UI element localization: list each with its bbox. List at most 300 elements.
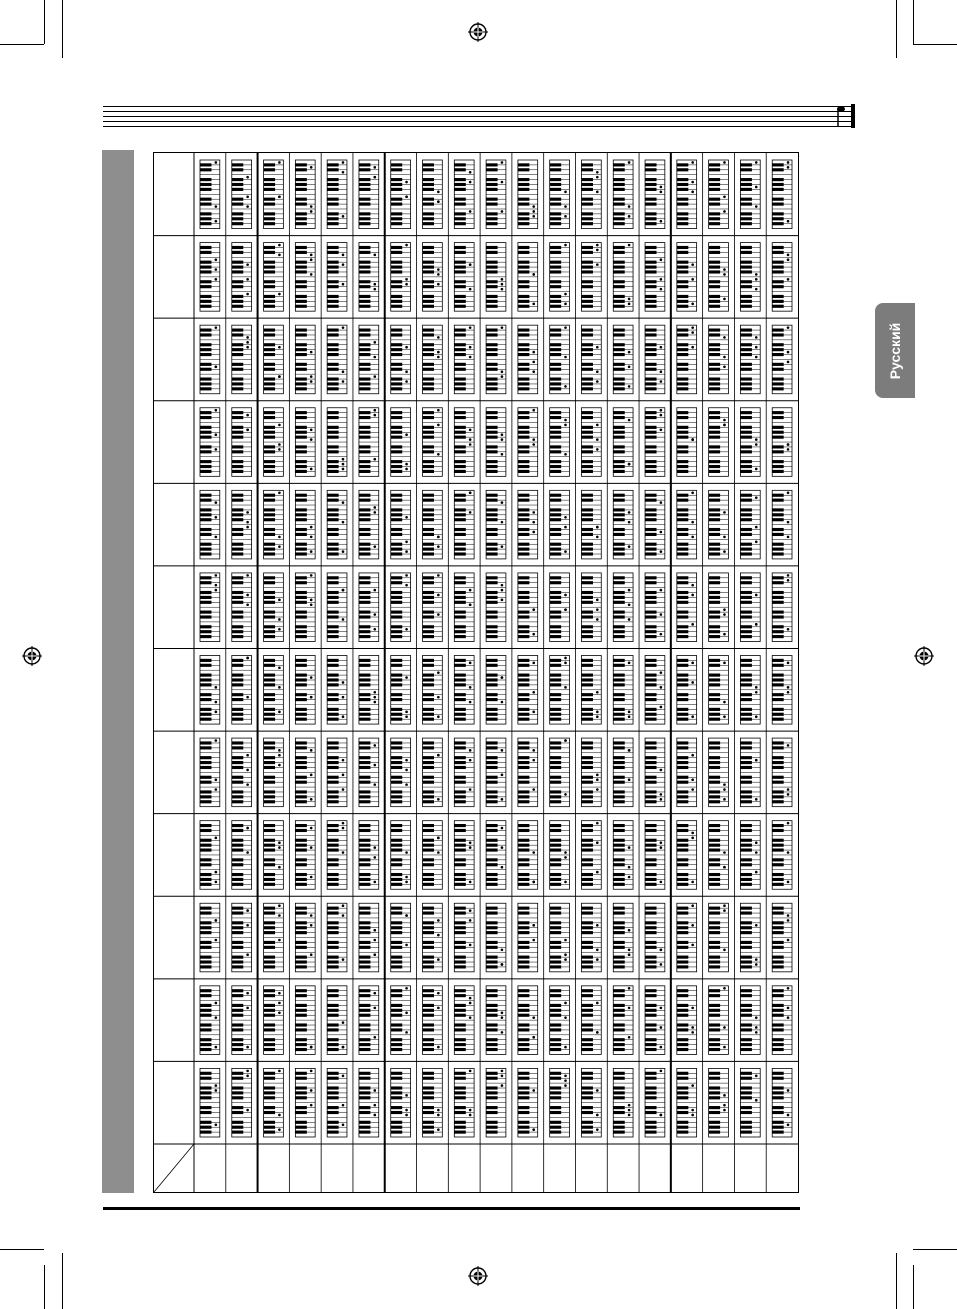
black-key [645,198,656,201]
black-key [518,377,529,380]
black-key [677,630,688,633]
black-key [232,470,243,473]
black-key [645,713,656,716]
black-key [454,363,465,366]
black-key [709,470,720,473]
black-key [550,217,561,220]
black-key [232,698,243,701]
black-key [423,163,434,166]
black-key [550,878,561,881]
black-key [264,863,275,866]
black-key [359,305,370,308]
black-key [264,746,275,749]
black-key [518,581,529,584]
black-key [709,776,720,779]
black-key [295,956,306,959]
black-key [486,460,497,463]
black-key [327,790,338,793]
black-key [581,348,592,351]
black-key [454,280,465,283]
note-dot [691,346,694,349]
black-key [295,776,306,779]
black-key [709,513,720,516]
black-key [359,931,370,934]
note-dot [564,851,567,854]
black-key [200,246,211,249]
note-dot [787,691,790,694]
black-key [550,611,561,614]
note-dot [787,686,790,689]
black-key [454,863,465,866]
black-key [454,246,465,249]
black-key [295,508,306,511]
note-dot [437,545,440,548]
black-key [581,552,592,555]
black-key [454,635,465,638]
note-dot [532,924,535,927]
note-dot [469,491,472,494]
black-key [423,217,434,220]
note-dot [215,686,218,689]
black-key [518,674,529,677]
black-key [518,470,529,473]
note-dot [310,696,313,699]
black-key [295,222,306,225]
note-dot [278,443,281,446]
note-dot [755,623,758,626]
black-key [581,761,592,764]
black-key [391,746,402,749]
black-key [550,353,561,356]
black-key [295,445,306,448]
note-dot [501,210,504,213]
black-key [200,746,211,749]
note-dot [278,939,281,942]
black-key [295,907,306,910]
black-key [359,596,370,599]
black-key [550,781,561,784]
black-key [454,873,465,876]
black-key [454,713,465,716]
black-key [709,348,720,351]
black-key [677,348,688,351]
black-key [772,348,783,351]
black-key [232,781,243,784]
note-dot [564,516,567,519]
note-dot [755,336,758,339]
black-key [295,548,306,551]
black-key [295,941,306,944]
black-key [709,576,720,579]
black-key [200,683,211,686]
black-key [581,790,592,793]
black-key [709,280,720,283]
note-dot [373,953,376,956]
note-dot [787,220,790,223]
note-dot [660,380,663,383]
black-key [232,528,243,531]
note-dot [691,263,694,266]
black-key [200,212,211,215]
black-key [359,246,370,249]
black-key [645,261,656,264]
black-key [613,844,624,847]
black-key [613,450,624,453]
black-key [200,596,211,599]
black-key [613,494,624,497]
black-key [264,387,275,390]
black-key [613,285,624,288]
black-key [550,499,561,502]
black-key [709,285,720,288]
black-key [264,741,275,744]
black-key [740,766,751,769]
black-key [232,839,243,842]
black-key [327,931,338,934]
black-key [550,858,561,861]
black-key [613,261,624,264]
note-dot [405,516,408,519]
black-key [518,941,529,944]
black-key [232,168,243,171]
black-key [613,581,624,584]
black-key [677,494,688,497]
black-key [200,183,211,186]
note-dot [246,293,249,296]
black-key [486,528,497,531]
black-key [709,333,720,336]
black-key [295,387,306,390]
note-dot [342,468,345,471]
black-key [423,965,434,968]
note-dot [246,341,249,344]
note-dot [278,866,281,869]
black-key [454,217,465,220]
note-dot [501,521,504,524]
black-key [232,601,243,604]
black-key [200,921,211,924]
black-key [486,494,497,497]
black-key [581,416,592,419]
black-key [772,848,783,851]
black-key [613,343,624,346]
black-key [645,552,656,555]
black-key [518,188,529,191]
black-key [709,829,720,832]
note-dot [437,200,440,203]
crop-mark-tr-v [913,0,914,44]
note-dot [437,671,440,674]
black-key [264,664,275,667]
crop-mark-br-v2 [896,1253,897,1309]
note-dot [755,288,758,291]
black-key [550,761,561,764]
black-key [740,800,751,803]
black-key [486,596,497,599]
black-key [772,591,783,594]
note-dot [628,711,631,714]
note-dot [596,438,599,441]
black-key [645,776,656,779]
black-key [391,858,402,861]
black-key [264,295,275,298]
note-dot [437,837,440,840]
black-key [359,280,370,283]
black-key [550,270,561,273]
black-key [327,615,338,618]
black-key [295,163,306,166]
black-key [200,411,211,414]
black-key [359,163,370,166]
black-key [709,839,720,842]
black-key [327,343,338,346]
black-key [486,450,497,453]
black-key [709,163,720,166]
black-key [613,776,624,779]
note-dot [215,220,218,223]
black-key [359,382,370,385]
black-key [645,625,656,628]
black-key [359,911,370,914]
black-key [613,576,624,579]
black-key [232,659,243,662]
note-dot [501,749,504,752]
black-key [772,776,783,779]
note-dot [723,550,726,553]
black-key [391,766,402,769]
note-dot [342,759,345,762]
black-key [295,883,306,886]
note-dot [310,914,313,917]
black-key [232,436,243,439]
black-key [423,183,434,186]
black-key [613,664,624,667]
black-key [454,163,465,166]
black-key [772,368,783,371]
black-key [200,543,211,546]
black-key [359,548,370,551]
black-key [264,343,275,346]
black-key [391,436,402,439]
note-dot [596,822,599,825]
note-dot [596,526,599,529]
black-key [391,790,402,793]
note-dot [787,351,790,354]
black-key [359,377,370,380]
note-dot [787,326,790,329]
note-dot [691,331,694,334]
black-key [454,829,465,832]
black-key [295,261,306,264]
black-key [295,664,306,667]
black-key [264,800,275,803]
note-dot [691,832,694,835]
black-key [581,305,592,308]
black-key [295,581,306,584]
note-dot [755,468,758,471]
black-key [486,518,497,521]
black-key [772,300,783,303]
black-key [295,611,306,614]
black-key [295,659,306,662]
black-key [295,824,306,827]
black-key [677,363,688,366]
note-dot [373,375,376,378]
black-key [391,382,402,385]
black-key [454,261,465,264]
black-key [518,368,529,371]
note-dot [755,691,758,694]
black-key [709,596,720,599]
black-key [391,246,402,249]
note-dot [278,666,281,669]
black-key [423,450,434,453]
black-key [677,168,688,171]
note-dot [501,433,504,436]
black-key [550,183,561,186]
black-key [550,295,561,298]
crop-mark-tl-h [0,44,44,45]
black-key [454,548,465,551]
black-key [709,246,720,249]
black-key [581,674,592,677]
black-key [486,883,497,886]
black-key [295,674,306,677]
black-key [200,460,211,463]
black-key [677,548,688,551]
black-key [391,470,402,473]
black-key [423,445,434,448]
note-dot [437,453,440,456]
black-key [423,543,434,546]
registration-target-icon [468,1266,488,1286]
note-dot [501,963,504,966]
black-key [232,178,243,181]
black-key [200,508,211,511]
note-dot [628,589,631,592]
black-key [327,222,338,225]
black-key [200,217,211,220]
black-key [486,353,497,356]
black-key [709,198,720,201]
note-dot [660,414,663,417]
black-key [518,761,529,764]
black-key [550,824,561,827]
black-key [200,693,211,696]
black-key [486,203,497,206]
black-key [740,270,751,273]
black-key [423,718,434,721]
black-key [232,217,243,220]
black-key [740,528,751,531]
black-key [391,328,402,331]
black-key [327,678,338,681]
note-dot [246,574,249,577]
black-key [232,465,243,468]
black-key [232,678,243,681]
black-key [391,261,402,264]
black-key [709,499,720,502]
black-key [518,746,529,749]
black-key [454,508,465,511]
black-key [295,470,306,473]
black-key [391,548,402,551]
black-key [518,333,529,336]
black-key [709,664,720,667]
black-key [772,678,783,681]
black-key [327,776,338,779]
black-key [518,718,529,721]
black-key [200,295,211,298]
crop-mark-tr-v2 [896,0,897,58]
note-dot [596,176,599,179]
black-key [200,956,211,959]
note-dot [342,904,345,907]
black-key [581,513,592,516]
black-key [740,781,751,784]
black-key [295,844,306,847]
black-key [613,552,624,555]
note-dot [215,711,218,714]
black-key [677,601,688,604]
black-key [232,163,243,166]
black-key [454,965,465,968]
black-key [327,911,338,914]
black-key [423,178,434,181]
black-key [391,513,402,516]
black-key [550,163,561,166]
black-key [581,246,592,249]
note-dot [246,346,249,349]
black-key [264,280,275,283]
black-key [740,513,751,516]
black-key [740,188,751,191]
black-key [677,848,688,851]
black-key [518,266,529,269]
black-key [772,698,783,701]
black-key [518,795,529,798]
black-key [581,528,592,531]
black-key [359,848,370,851]
black-key [740,416,751,419]
note-dot [660,633,663,636]
black-key [391,718,402,721]
black-key [613,212,624,215]
black-key [486,178,497,181]
note-dot [342,463,345,466]
black-key [518,741,529,744]
black-key [295,217,306,220]
black-key [486,873,497,876]
black-key [613,596,624,599]
black-key [772,328,783,331]
black-key [709,436,720,439]
black-key [550,212,561,215]
note-dot [787,628,790,631]
note-dot [278,161,281,164]
black-key [677,431,688,434]
black-key [486,829,497,832]
black-key [677,635,688,638]
note-dot [596,774,599,777]
black-key [645,168,656,171]
black-key [423,499,434,502]
black-key [709,270,720,273]
staff-end-bar [851,104,855,128]
black-key [772,513,783,516]
black-key [518,713,529,716]
black-key [359,844,370,847]
